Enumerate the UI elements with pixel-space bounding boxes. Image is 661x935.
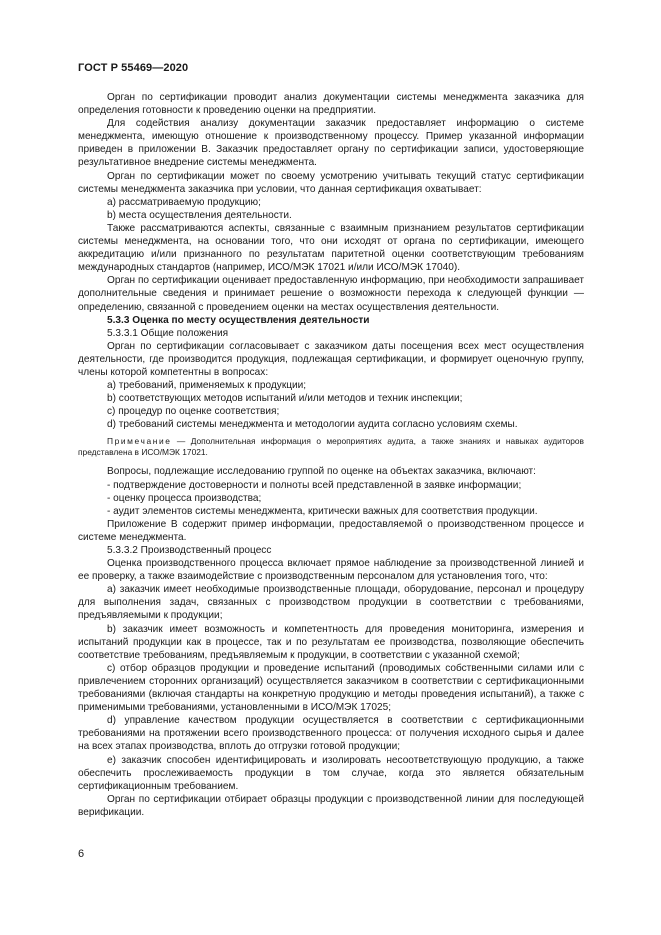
list-item: b) заказчик имеет возможность и компетентность для проведения мониторинга, измерения и испытаний продукции как в процессе, так и по результатам ее производства, позволяющие обеспечить соответствие требованиям, предъявляемым к продукции, в соответствии с указанной схемой; [78, 623, 584, 661]
subsection-heading: 5.3.3.1 Общие положения [107, 327, 229, 339]
list-item: e) заказчик способен идентифицировать и изолировать несоответствующую продукцию, а также обеспечить прослеживаемость продукции в том случае, когда это является обязательным сертификационным требованием. [78, 754, 584, 792]
list-item: - оценку процесса производства; [107, 492, 262, 504]
list-item: b) места осуществления деятельности. [107, 209, 292, 221]
paragraph: Орган по сертификации отбирает образцы продукции с производственной линии для последующей верификации. [78, 793, 584, 818]
list-item: a) заказчик имеет необходимые производственные площади, оборудование, персонал и процедуру для выполнения задач, связанных с производством продукции в соответствии с требованиями, предъявляемыми к продукции; [78, 584, 584, 622]
list-item: - подтверждение достоверности и полноты всей представленной в заявке информации; [107, 479, 522, 491]
list-item: a) рассматриваемую продукцию; [107, 196, 261, 208]
page-number: 6 [78, 848, 85, 860]
paragraph: Оценка производственного процесса включает прямое наблюдение за производственной линией и ее проверку, а также взаимодействие с производственным персоналом для установления того, что: [78, 558, 584, 583]
document-body [78, 91, 584, 819]
list-item: d) требований системы менеджмента и методологии аудита согласно условиям схемы. [107, 419, 518, 431]
paragraph: Орган по сертификации согласовывает с заказчиком даты посещения всех мест осуществления деятельности, где производится продукция, подлежащая сертификации, и формирует оценочную группу, члены которой компетентны в вопросах: [78, 340, 584, 378]
paragraph: Вопросы, подлежащие исследованию группой по оценке на объектах заказчика, включают: [107, 466, 536, 478]
list-item: c) отбор образцов продукции и проведение испытаний (проводимых собственными силами или с привлечением сторонних организаций) осуществляется заказчиком в соответствии с сертификационными требованиями (включая стандарты на конкретную продукцию и методы проведения испытаний), а также с применимыми требованиями, установленными в ИСО/МЭК 17025; [78, 662, 584, 714]
paragraph: Орган по сертификации может по своему усмотрению учитывать текущий статус сертификации системы менеджмента заказчика при условии, что данная сертификация охватывает: [78, 170, 584, 195]
paragraph: Для содействия анализу документации заказчик предоставляет информацию о системе менеджмента, имеющую отношение к производственному процессу. Пример указанной информации приведен в приложении В. Заказчик предоставляет органу по сертификации записи, удостоверяющие результативное внедрение системы менеджмента. [78, 118, 584, 169]
list-item: a) требований, применяемых к продукции; [107, 380, 307, 392]
subsection-heading: 5.3.3.2 Производственный процесс [107, 545, 272, 556]
document-header: ГОСТ Р 55469—2020 [78, 62, 189, 74]
paragraph: Орган по сертификации проводит анализ документации системы менеджмента заказчика для определения готовности к проведению оценки на предприятии. [78, 92, 584, 117]
list-item: c) процедур по оценке соответствия; [107, 406, 280, 418]
note-text: — Дополнительная информация о мероприятиях аудита, а также знаниях и навыках аудиторов представлена в ИСО/МЭК 17021. [78, 436, 584, 458]
list-item: - аудит элементов системы менеджмента, критически важных для соответствия продукции. [107, 505, 538, 517]
paragraph: Приложение В содержит пример информации, предоставляемой о производственном процессе и системе менеджмента. [78, 518, 584, 543]
note-label: Примечание [107, 436, 172, 447]
paragraph: Также рассматриваются аспекты, связанные с взаимным признанием результатов сертификации системы менеджмента, на основании того, что они исходят от органа по сертификации, имеющего аккредитацию и/или признанного по результатам паритетной оценки соответствующим требованиям международных стандартов (например, ИСО/МЭК 17021 и/или ИСО/МЭК 17040). [78, 222, 584, 274]
list-item: d) управление качеством продукции осуществляется в соответствии с сертификационными требованиями на протяжении всего производственного процесса: от получения исходного сырья и далее на всех этапах производства, вплоть до отгрузки готовой продукции; [78, 715, 584, 753]
list-item: b) соответствующих методов испытаний и/или методов и техник инспекции; [107, 393, 463, 405]
section-heading: 5.3.3 Оценка по месту осуществления деятельности [107, 314, 370, 326]
note [78, 436, 584, 458]
paragraph: Орган по сертификации оценивает предоставленную информацию, при необходимости запрашивает дополнительные сведения и принимает решение о возможности перехода к следующей функции — определению, связанной с проведением оценки на местах осуществления деятельности. [78, 275, 584, 313]
